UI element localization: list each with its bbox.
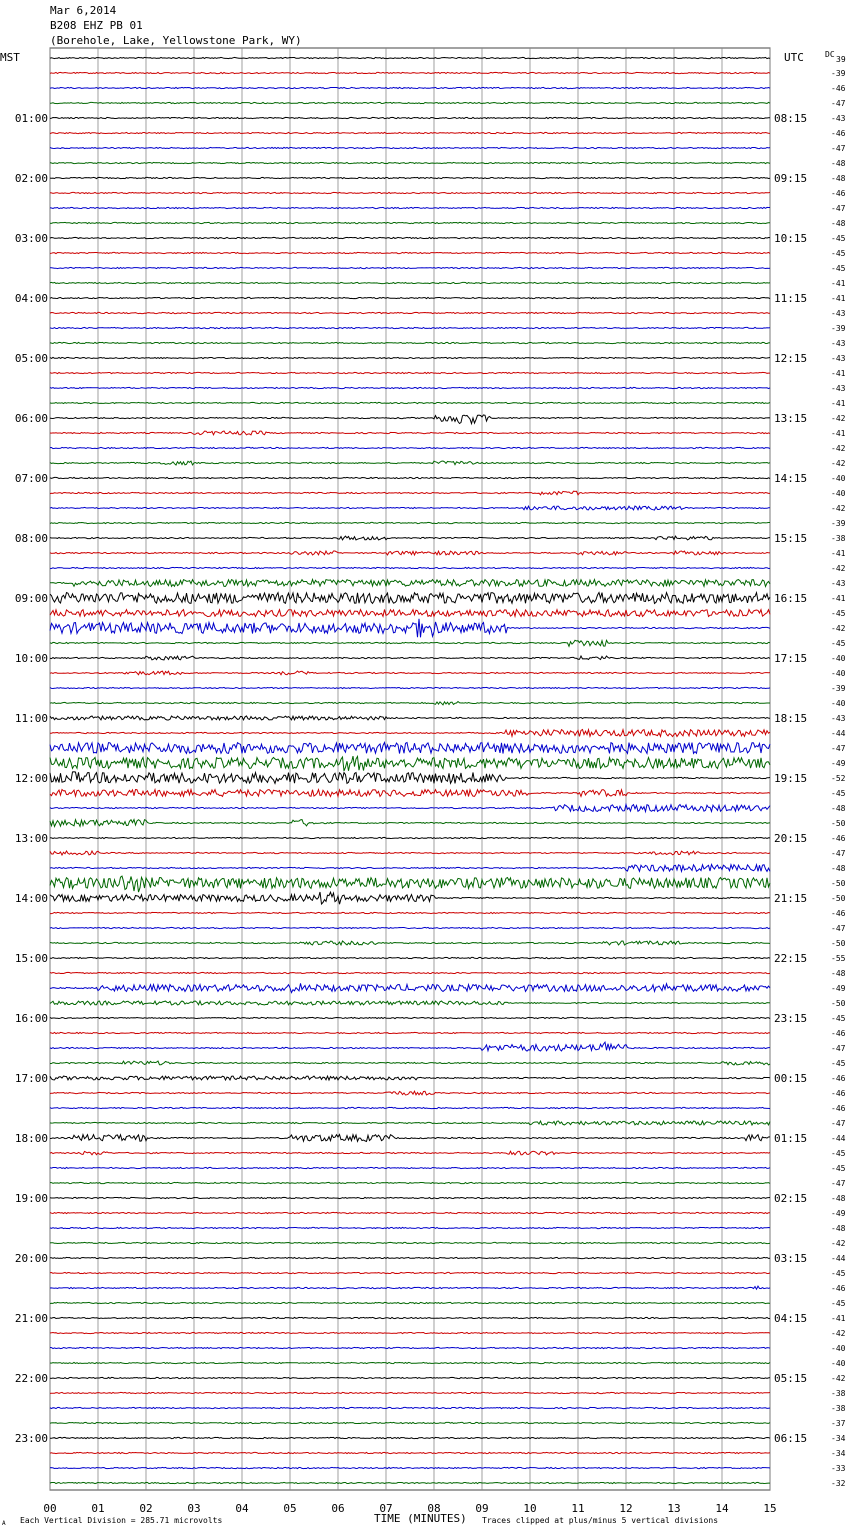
x-tick-label: 08: [427, 1502, 441, 1515]
seismic-trace: [50, 1061, 770, 1065]
seismic-trace: [50, 431, 770, 435]
dc-offset-label: -46: [831, 909, 846, 918]
dc-offset-label: -55: [831, 954, 846, 963]
dc-offset-label: -47: [831, 924, 846, 933]
dc-offset-label: -45: [831, 1299, 846, 1308]
seismic-trace: [50, 756, 770, 771]
seismic-trace: [50, 162, 770, 163]
seismic-trace: [50, 327, 770, 328]
seismic-trace: [50, 252, 770, 253]
seismic-trace: [50, 1467, 770, 1468]
dc-offset-label: -46: [831, 834, 846, 843]
seismic-trace: [50, 610, 770, 617]
right-hour-label: 04:15: [774, 1312, 808, 1325]
seismic-trace: [50, 222, 770, 223]
dc-offset-label: -43: [831, 354, 846, 363]
right-hour-label: 17:15: [774, 652, 808, 665]
seismic-trace: [50, 876, 770, 892]
dc-offset-label: -38: [831, 1389, 846, 1398]
dc-offset-label: -33: [831, 1464, 846, 1473]
dc-offset-label: -46: [831, 1284, 846, 1293]
seismic-trace: [50, 837, 770, 838]
dc-offset-label: -40: [831, 489, 846, 498]
left-hour-label: 21:00: [14, 1312, 48, 1325]
dc-offset-label: -46: [831, 1089, 846, 1098]
dc-offset-label: -42: [831, 1329, 846, 1338]
right-hour-label: 20:15: [774, 832, 808, 845]
seismic-trace: [50, 927, 770, 928]
dc-offset-label: -42: [831, 624, 846, 633]
seismic-trace: [50, 312, 770, 313]
dc-offset-label: -45: [831, 249, 846, 258]
left-hour-label: 14:00: [14, 892, 48, 905]
x-tick-label: 11: [571, 1502, 585, 1515]
seismic-trace: [50, 1482, 770, 1483]
seismic-trace: [50, 941, 770, 945]
dc-offset-label: -47: [831, 204, 846, 213]
dc-offset-label: -45: [831, 264, 846, 273]
seismic-trace: [50, 1347, 770, 1348]
seismic-trace: [50, 1302, 770, 1303]
seismic-trace: [50, 1272, 770, 1273]
seismic-trace: [50, 580, 770, 587]
seismic-trace: [50, 716, 770, 720]
seismic-trace: [50, 972, 770, 973]
right-hour-label: 05:15: [774, 1372, 808, 1385]
dc-offset-label: -47: [831, 1179, 846, 1188]
dc-offset-label: -41: [831, 549, 846, 558]
seismic-trace: [50, 117, 770, 118]
seismic-trace: [50, 671, 770, 675]
dc-offset-label: -48: [831, 159, 846, 168]
dc-offset-label: -46: [831, 129, 846, 138]
seismic-trace: [50, 87, 770, 88]
dc-offset-label: -40: [831, 654, 846, 663]
right-hour-label: 10:15: [774, 232, 808, 245]
dc-offset-label: -50: [831, 894, 846, 903]
seismic-trace: [50, 1437, 770, 1438]
seismic-trace: [50, 983, 770, 992]
seismic-trace: [50, 1257, 770, 1258]
seismic-trace: [50, 1135, 770, 1142]
x-tick-label: 03: [187, 1502, 201, 1515]
dc-offset-label: -37: [831, 1419, 846, 1428]
seismic-trace: [50, 619, 770, 638]
x-tick-label: 01: [91, 1502, 105, 1515]
left-hour-label: 08:00: [14, 532, 48, 545]
dc-offset-label: -40: [831, 474, 846, 483]
dc-offset-label: -49: [831, 1209, 846, 1218]
dc-offset-label: -47: [831, 1119, 846, 1128]
seismic-trace: [50, 57, 770, 58]
left-hour-label: 06:00: [14, 412, 48, 425]
dc-offset-label: -40: [831, 1344, 846, 1353]
dc-offset-label: -42: [831, 414, 846, 423]
seismic-trace: [50, 702, 770, 705]
seismic-trace: [50, 147, 770, 148]
seismic-trace: [50, 730, 770, 737]
right-hour-label: 14:15: [774, 472, 808, 485]
dc-offset-label: -43: [831, 384, 846, 393]
left-hour-label: 19:00: [14, 1192, 48, 1205]
seismic-trace: [50, 372, 770, 373]
right-hour-label: 13:15: [774, 412, 808, 425]
dc-offset-label: -39: [831, 324, 846, 333]
seismic-trace: [50, 1227, 770, 1228]
dc-offset-label: -39: [831, 69, 846, 78]
left-hour-label: 16:00: [14, 1012, 48, 1025]
seismic-trace: [50, 790, 770, 797]
seismic-trace: [50, 207, 770, 208]
right-hour-label: 23:15: [774, 1012, 808, 1025]
header-location: (Borehole, Lake, Yellowstone Park, WY): [50, 34, 302, 47]
seismic-trace: [50, 1017, 770, 1018]
right-timezone-label: UTC: [784, 51, 804, 64]
right-hour-label: 19:15: [774, 772, 808, 785]
x-tick-label: 02: [139, 1502, 153, 1515]
seismic-trace: [50, 1332, 770, 1333]
dc-offset-label: -34: [831, 1434, 846, 1443]
seismic-trace: [50, 297, 770, 298]
x-tick-label: 10: [523, 1502, 537, 1515]
dc-offset-label: -46: [831, 189, 846, 198]
seismic-trace: [50, 551, 770, 555]
dc-offset-label: -45: [831, 1014, 846, 1023]
dc-offset-label: -45: [831, 1059, 846, 1068]
right-hour-label: 02:15: [774, 1192, 808, 1205]
dc-offset-label: -43: [831, 114, 846, 123]
dc-offset-label: -45: [831, 1149, 846, 1158]
left-hour-label: 20:00: [14, 1252, 48, 1265]
seismic-trace: [50, 1167, 770, 1168]
left-hour-label: 17:00: [14, 1072, 48, 1085]
seismic-trace: [50, 447, 770, 448]
dc-offset-label: -42: [831, 1374, 846, 1383]
dc-offset-label: -44: [831, 1134, 846, 1143]
x-tick-label: 00: [43, 1502, 57, 1515]
right-hour-label: 01:15: [774, 1132, 808, 1145]
seismic-trace: [50, 1076, 770, 1080]
dc-offset-label: -39: [831, 684, 846, 693]
seismic-trace: [50, 820, 770, 827]
seismic-trace: [50, 536, 770, 540]
dc-offset-label: -45: [831, 609, 846, 618]
seismic-trace: [50, 1317, 770, 1318]
seismic-trace: [50, 1032, 770, 1033]
dc-offset-label: -45: [831, 1269, 846, 1278]
dc-offset-label: -38: [831, 534, 846, 543]
seismic-trace: [50, 892, 770, 904]
header-date: Mar 6,2014: [50, 4, 117, 17]
right-hour-label: 22:15: [774, 952, 808, 965]
trace-group: [50, 57, 770, 1483]
dc-offset-label: -41: [831, 399, 846, 408]
right-hour-label: 09:15: [774, 172, 808, 185]
left-hour-label: 13:00: [14, 832, 48, 845]
left-hour-label: 15:00: [14, 952, 48, 965]
seismic-trace: [50, 177, 770, 178]
dc-offset-label: -42: [831, 459, 846, 468]
dc-offset-label: -45: [831, 639, 846, 648]
dc-offset-label: -46: [831, 84, 846, 93]
seismic-trace: [50, 1107, 770, 1108]
seismic-trace: [50, 640, 770, 646]
dc-offset-label: -47: [831, 744, 846, 753]
seismic-trace: [50, 402, 770, 403]
seismic-trace: [50, 506, 770, 510]
dc-offset-label: -42: [831, 444, 846, 453]
seismic-trace: [50, 1286, 770, 1289]
seismic-trace: [50, 1452, 770, 1453]
left-hour-label: 10:00: [14, 652, 48, 665]
dc-offset-label: -34: [831, 1449, 846, 1458]
dc-offset-label: -50: [831, 819, 846, 828]
dc-offset-label: -44: [831, 1254, 846, 1263]
seismic-trace: [50, 522, 770, 523]
left-hour-label: 05:00: [14, 352, 48, 365]
left-hour-label: 11:00: [14, 712, 48, 725]
seismic-trace: [50, 102, 770, 103]
dc-offset-label: -45: [831, 234, 846, 243]
x-axis-label: TIME (MINUTES): [374, 1512, 467, 1525]
left-hour-label: 18:00: [14, 1132, 48, 1145]
dc-offset-label: -48: [831, 219, 846, 228]
seismic-trace: [50, 1197, 770, 1198]
left-hour-label: 09:00: [14, 592, 48, 605]
dc-offset-label: -43: [831, 309, 846, 318]
dc-offset-label: -43: [831, 714, 846, 723]
left-timezone-label: MST: [0, 51, 20, 64]
seismic-trace: [50, 865, 770, 872]
seismic-trace: [50, 491, 770, 495]
dc-offset-label: -42: [831, 564, 846, 573]
left-hour-label: 07:00: [14, 472, 48, 485]
seismic-trace: [50, 1422, 770, 1423]
dc-offset-label: -46: [831, 1104, 846, 1113]
dc-offset-label: -50: [831, 939, 846, 948]
left-hour-label: 23:00: [14, 1432, 48, 1445]
seismic-trace: [50, 1392, 770, 1393]
seismic-trace: [50, 593, 770, 604]
seismic-trace: [50, 461, 770, 465]
dc-offset-label: -52: [831, 774, 846, 783]
dc-offset-label: -48: [831, 174, 846, 183]
dc-offset-label: -49: [831, 984, 846, 993]
right-hour-label: 15:15: [774, 532, 808, 545]
dc-offset-label: -47: [831, 849, 846, 858]
corner-mark: A: [2, 1520, 6, 1527]
label-group: [0, 50, 846, 1527]
dc-offset-label: -43: [831, 579, 846, 588]
dc-offset-label: -50: [831, 999, 846, 1008]
right-hour-label: 00:15: [774, 1072, 808, 1085]
seismic-trace: [50, 851, 770, 855]
dc-offset-label: -45: [831, 789, 846, 798]
seismic-trace: [50, 1042, 770, 1051]
seismic-trace: [50, 282, 770, 283]
left-hour-label: 22:00: [14, 1372, 48, 1385]
right-hour-label: 18:15: [774, 712, 808, 725]
seismic-trace: [50, 1091, 770, 1095]
dc-offset-label: -40: [831, 699, 846, 708]
right-hour-label: 21:15: [774, 892, 808, 905]
dc-offset-label: -45: [831, 1164, 846, 1173]
seismic-trace: [50, 387, 770, 388]
dc-offset-label: -42: [831, 504, 846, 513]
dc-offset-label: -44: [831, 729, 846, 738]
dc-offset-label: -48: [831, 969, 846, 978]
dc-offset-label: -43: [831, 339, 846, 348]
dc-offset-label: -41: [831, 1314, 846, 1323]
header-station: B208 EHZ PB 01: [50, 19, 143, 32]
dc-offset-label: -48: [831, 1224, 846, 1233]
dc-offset-label: -42: [831, 1239, 846, 1248]
seismic-trace: [50, 1362, 770, 1363]
dc-offset-label: -41: [831, 279, 846, 288]
footer-scale-text: Each Vertical Division = 285.71 microvolts: [20, 1516, 223, 1525]
dc-offset-label: -41: [831, 594, 846, 603]
seismic-trace: [50, 687, 770, 688]
left-hour-label: 12:00: [14, 772, 48, 785]
dc-offset-label: -46: [831, 1074, 846, 1083]
x-tick-label: 06: [331, 1502, 345, 1515]
dc-offset-label: -40: [831, 1359, 846, 1368]
seismic-trace: [50, 477, 770, 478]
seismic-trace: [50, 1001, 770, 1005]
seismic-trace: [50, 357, 770, 358]
x-tick-label: 12: [619, 1502, 633, 1515]
seismic-trace: [50, 72, 770, 73]
seismic-trace: [50, 1212, 770, 1213]
dc-offset-label: -49: [831, 759, 846, 768]
x-tick-label: 05: [283, 1502, 297, 1515]
x-tick-label: 09: [475, 1502, 489, 1515]
dc-offset-label: -48: [831, 1194, 846, 1203]
seismic-trace: [50, 772, 770, 784]
x-tick-label: 04: [235, 1502, 249, 1515]
seismic-trace: [50, 237, 770, 238]
dc-label: DC: [825, 50, 835, 59]
dc-offset-label: -47: [831, 144, 846, 153]
seismic-trace: [50, 957, 770, 958]
dc-offset-label: 39: [836, 55, 846, 64]
dc-offset-label: -41: [831, 294, 846, 303]
left-hour-label: 01:00: [14, 112, 48, 125]
seismic-trace: [50, 132, 770, 133]
seismic-trace: [50, 743, 770, 754]
seismic-trace: [50, 1182, 770, 1183]
right-hour-label: 08:15: [774, 112, 808, 125]
left-hour-label: 02:00: [14, 172, 48, 185]
x-tick-label: 14: [715, 1502, 729, 1515]
dc-offset-label: -47: [831, 1044, 846, 1053]
dc-offset-label: -41: [831, 429, 846, 438]
dc-offset-label: -46: [831, 1029, 846, 1038]
right-hour-label: 03:15: [774, 1252, 808, 1265]
seismic-trace: [50, 192, 770, 193]
dc-offset-label: -38: [831, 1404, 846, 1413]
seismic-trace: [50, 1121, 770, 1125]
right-hour-label: 06:15: [774, 1432, 808, 1445]
dc-offset-label: -47: [831, 99, 846, 108]
seismic-trace: [50, 1377, 770, 1378]
x-tick-label: 07: [379, 1502, 393, 1515]
dc-offset-label: -39: [831, 519, 846, 528]
right-hour-label: 16:15: [774, 592, 808, 605]
seismic-trace: [50, 1407, 770, 1408]
plot-frame: [50, 48, 770, 1490]
dc-offset-label: -40: [831, 669, 846, 678]
x-tick-label: 15: [763, 1502, 777, 1515]
grid-lines: [50, 48, 770, 1490]
dc-offset-label: -32: [831, 1479, 846, 1488]
seismic-trace: [50, 1151, 770, 1155]
seismic-trace: [50, 912, 770, 913]
dc-offset-label: -41: [831, 369, 846, 378]
seismic-trace: [50, 656, 770, 660]
seismic-trace: [50, 415, 770, 424]
seismic-trace: [50, 267, 770, 268]
right-hour-label: 11:15: [774, 292, 808, 305]
seismic-trace: [50, 567, 770, 568]
x-tick-label: 13: [667, 1502, 681, 1515]
right-hour-label: 12:15: [774, 352, 808, 365]
seismic-trace: [50, 1242, 770, 1243]
dc-offset-label: -48: [831, 804, 846, 813]
left-hour-label: 04:00: [14, 292, 48, 305]
left-hour-label: 03:00: [14, 232, 48, 245]
seismic-trace: [50, 805, 770, 812]
dc-offset-label: -50: [831, 879, 846, 888]
dc-offset-label: -48: [831, 864, 846, 873]
seismic-trace: [50, 342, 770, 343]
footer-clip-text: Traces clipped at plus/minus 5 vertical divisions: [482, 1516, 719, 1525]
